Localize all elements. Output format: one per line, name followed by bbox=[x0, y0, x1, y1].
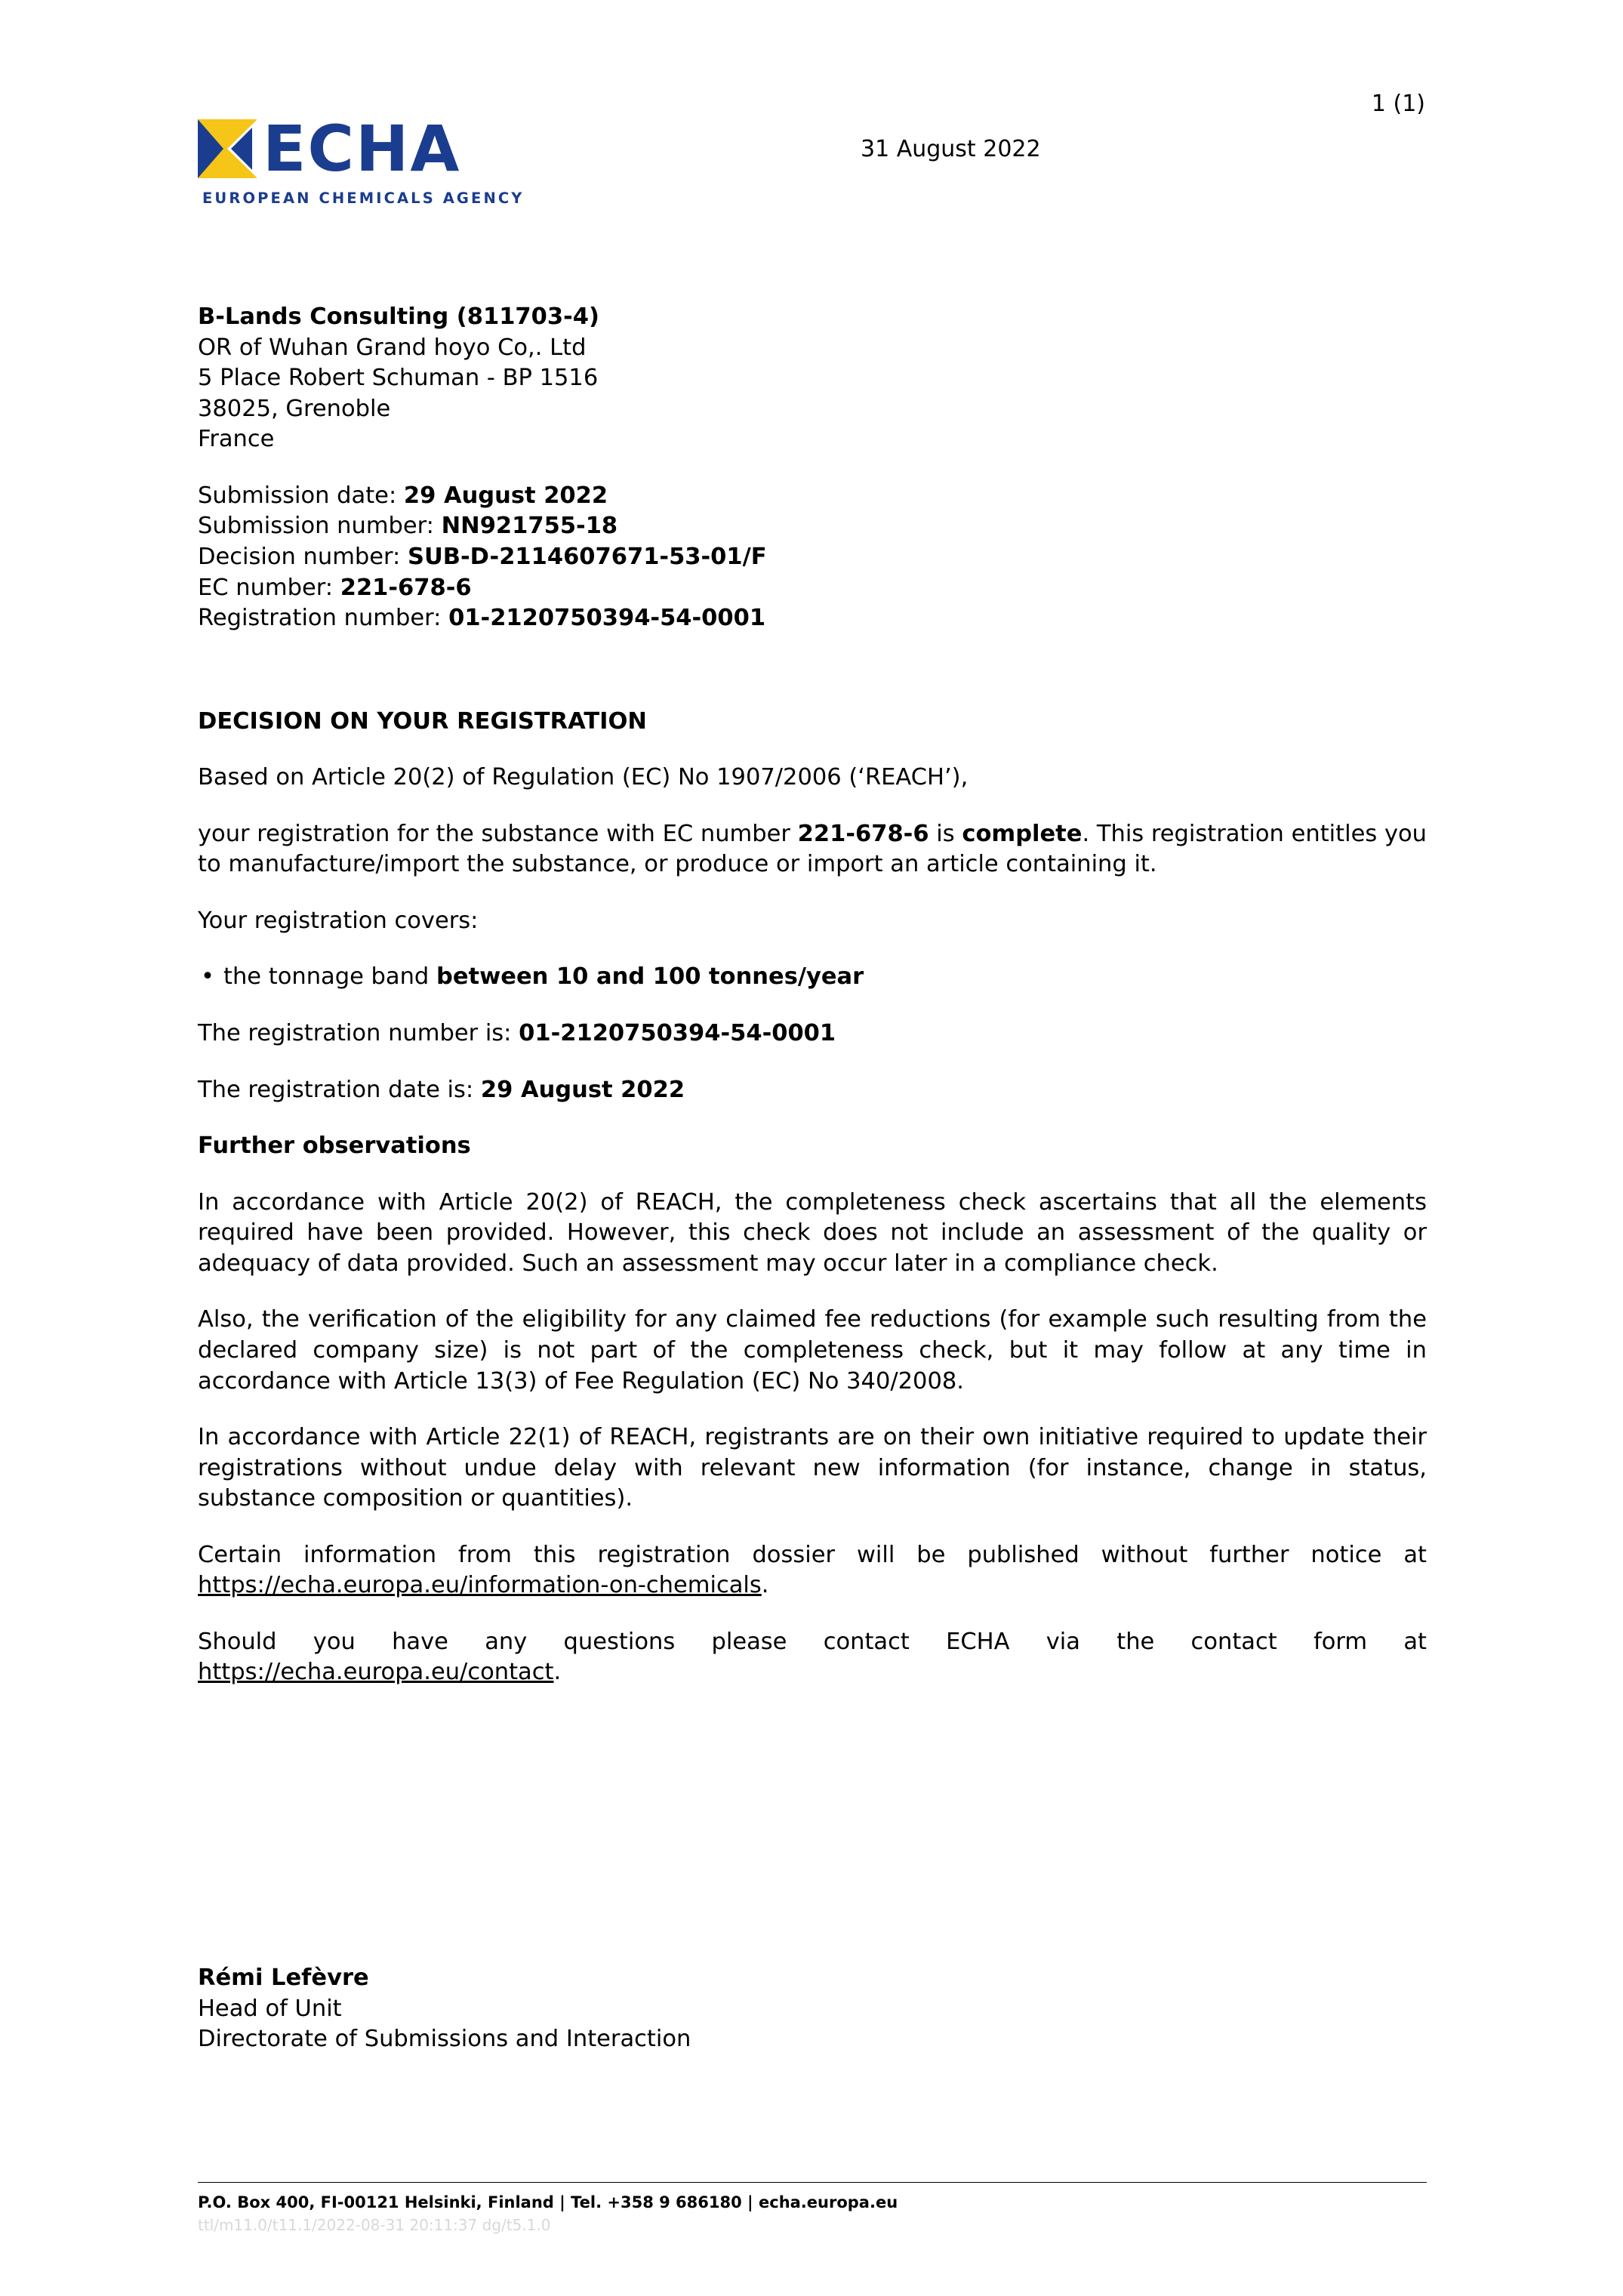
echa-logo-mark-icon bbox=[198, 119, 257, 178]
observation-paragraph-1: In accordance with Article 20(2) of REACH, the completeness check ascertains that all the elements required have been provided. However, this check does not include an assessment of the quality or adequacy of data provided. Such an assessment may occur later in a compliance check. bbox=[198, 1188, 1427, 1277]
decision-number-row bbox=[198, 542, 1427, 573]
contact-text-1: Should you have any questions please contact ECHA via the contact form at bbox=[198, 1628, 1427, 1655]
submission-date-value: 29 August 2022 bbox=[403, 482, 608, 509]
registration-number-sentence bbox=[198, 1019, 1427, 1049]
completeness-text-3: . This registration entitles you to manufacture/import the substance, or produce or import an article containing it. bbox=[198, 820, 1427, 878]
information-on-chemicals-link[interactable]: https://echa.europa.eu/information-on-chemicals bbox=[198, 1572, 762, 1599]
completeness-text-1: your registration for the substance with EC number bbox=[198, 820, 798, 847]
document-header bbox=[0, 91, 1623, 242]
page-counter: 1 (1) bbox=[1371, 91, 1425, 117]
signatory-name: Rémi Lefèvre bbox=[198, 1965, 369, 1991]
footer-build-stamp: ttl/m11.0/t11.1/2022-08-31 20:11:37 dg/t5.1.0 bbox=[198, 2216, 551, 2234]
completeness-paragraph bbox=[198, 819, 1427, 880]
submission-date-row bbox=[198, 481, 1427, 512]
publication-paragraph bbox=[198, 1540, 1427, 1601]
ec-number-row bbox=[198, 573, 1427, 604]
submission-number-label: Submission number: bbox=[198, 513, 442, 540]
completeness-status-word: complete bbox=[962, 820, 1083, 847]
recipient-country: France bbox=[198, 426, 275, 453]
registration-number-label: Registration number: bbox=[198, 605, 449, 632]
recipient-city: 38025, Grenoble bbox=[198, 395, 391, 422]
registration-date-sentence-value: 29 August 2022 bbox=[480, 1076, 685, 1103]
contact-text-2: . bbox=[553, 1659, 562, 1686]
echa-logo-subtitle: EUROPEAN CHEMICALS AGENCY bbox=[202, 190, 525, 207]
tonnage-bullet bbox=[198, 962, 1427, 993]
recipient-street: 5 Place Robert Schuman - BP 1516 bbox=[198, 365, 599, 392]
tonnage-bullet-value: between 10 and 100 tonnes/year bbox=[436, 963, 864, 991]
completeness-ec-number: 221-678-6 bbox=[797, 820, 929, 847]
contact-form-link[interactable]: https://echa.europa.eu/contact bbox=[198, 1659, 554, 1686]
echa-logo bbox=[198, 112, 651, 207]
document-body bbox=[198, 302, 1427, 1714]
further-observations-title: Further observations bbox=[198, 1133, 471, 1160]
decision-number-value: SUB-D-2114607671-53-01/F bbox=[408, 543, 767, 570]
registration-number-sentence-value: 01-2120750394-54-0001 bbox=[519, 1020, 836, 1046]
observation-paragraph-3: In accordance with Article 22(1) of REACH, registrants are on their own initiative required to update their registrations without undue delay with relevant new information (for instance, change in status, substance composition or quantities). bbox=[198, 1424, 1427, 1512]
publication-text-2: . bbox=[761, 1572, 769, 1599]
signature-block bbox=[198, 1963, 691, 2055]
covers-intro: Your registration covers: bbox=[198, 907, 479, 934]
completeness-text-2: is bbox=[929, 820, 962, 847]
submission-number-row bbox=[198, 511, 1427, 542]
submission-number-value: NN921755-18 bbox=[441, 513, 618, 540]
recipient-address-block bbox=[198, 302, 1427, 455]
publication-text-1: Certain information from this registration dossier will be published without further notice at bbox=[198, 1541, 1427, 1568]
recipient-company: B-Lands Consulting (811703-4) bbox=[198, 304, 599, 330]
decision-title: DECISION ON YOUR REGISTRATION bbox=[198, 707, 647, 735]
footer-divider bbox=[198, 2182, 1427, 2183]
signatory-unit: Directorate of Submissions and Interaction bbox=[198, 2026, 691, 2053]
registration-date-sentence-label: The registration date is: bbox=[198, 1076, 481, 1103]
registration-number-sentence-label: The registration number is: bbox=[198, 1020, 519, 1046]
document-date: 31 August 2022 bbox=[861, 136, 1041, 162]
document-footer bbox=[198, 2182, 1427, 2234]
submission-date-label: Submission date: bbox=[198, 482, 404, 509]
registration-date-sentence bbox=[198, 1075, 1427, 1106]
tonnage-bullet-prefix: the tonnage band bbox=[223, 963, 436, 991]
signatory-position: Head of Unit bbox=[198, 1995, 342, 2022]
footer-address: P.O. Box 400, FI-00121 Helsinki, Finland | Tel. +358 9 686180 | echa.europa.eu bbox=[198, 2193, 898, 2211]
decision-number-label: Decision number: bbox=[198, 543, 408, 570]
recipient-role: OR of Wuhan Grand hoyo Co,. Ltd bbox=[198, 334, 587, 361]
legal-basis-paragraph: Based on Article 20(2) of Regulation (EC) No 1907/2006 (‘REACH’), bbox=[198, 764, 969, 791]
bullet-dot-icon: • bbox=[201, 963, 214, 991]
echa-logo-wordmark: ECHA bbox=[263, 112, 461, 186]
observation-paragraph-2: Also, the verification of the eligibility for any claimed fee reductions (for example such resulting from the declared company size) is not part of the completeness check, but it may follow at any time in accordance with Article 13(3) of Fee Regulation (EC) No 340/2008. bbox=[198, 1306, 1427, 1395]
ec-number-label: EC number: bbox=[198, 574, 340, 601]
registration-number-row bbox=[198, 603, 1427, 634]
contact-paragraph bbox=[198, 1627, 1427, 1688]
reference-block bbox=[198, 481, 1427, 634]
registration-number-value: 01-2120750394-54-0001 bbox=[448, 605, 766, 632]
ec-number-value: 221-678-6 bbox=[340, 574, 472, 601]
